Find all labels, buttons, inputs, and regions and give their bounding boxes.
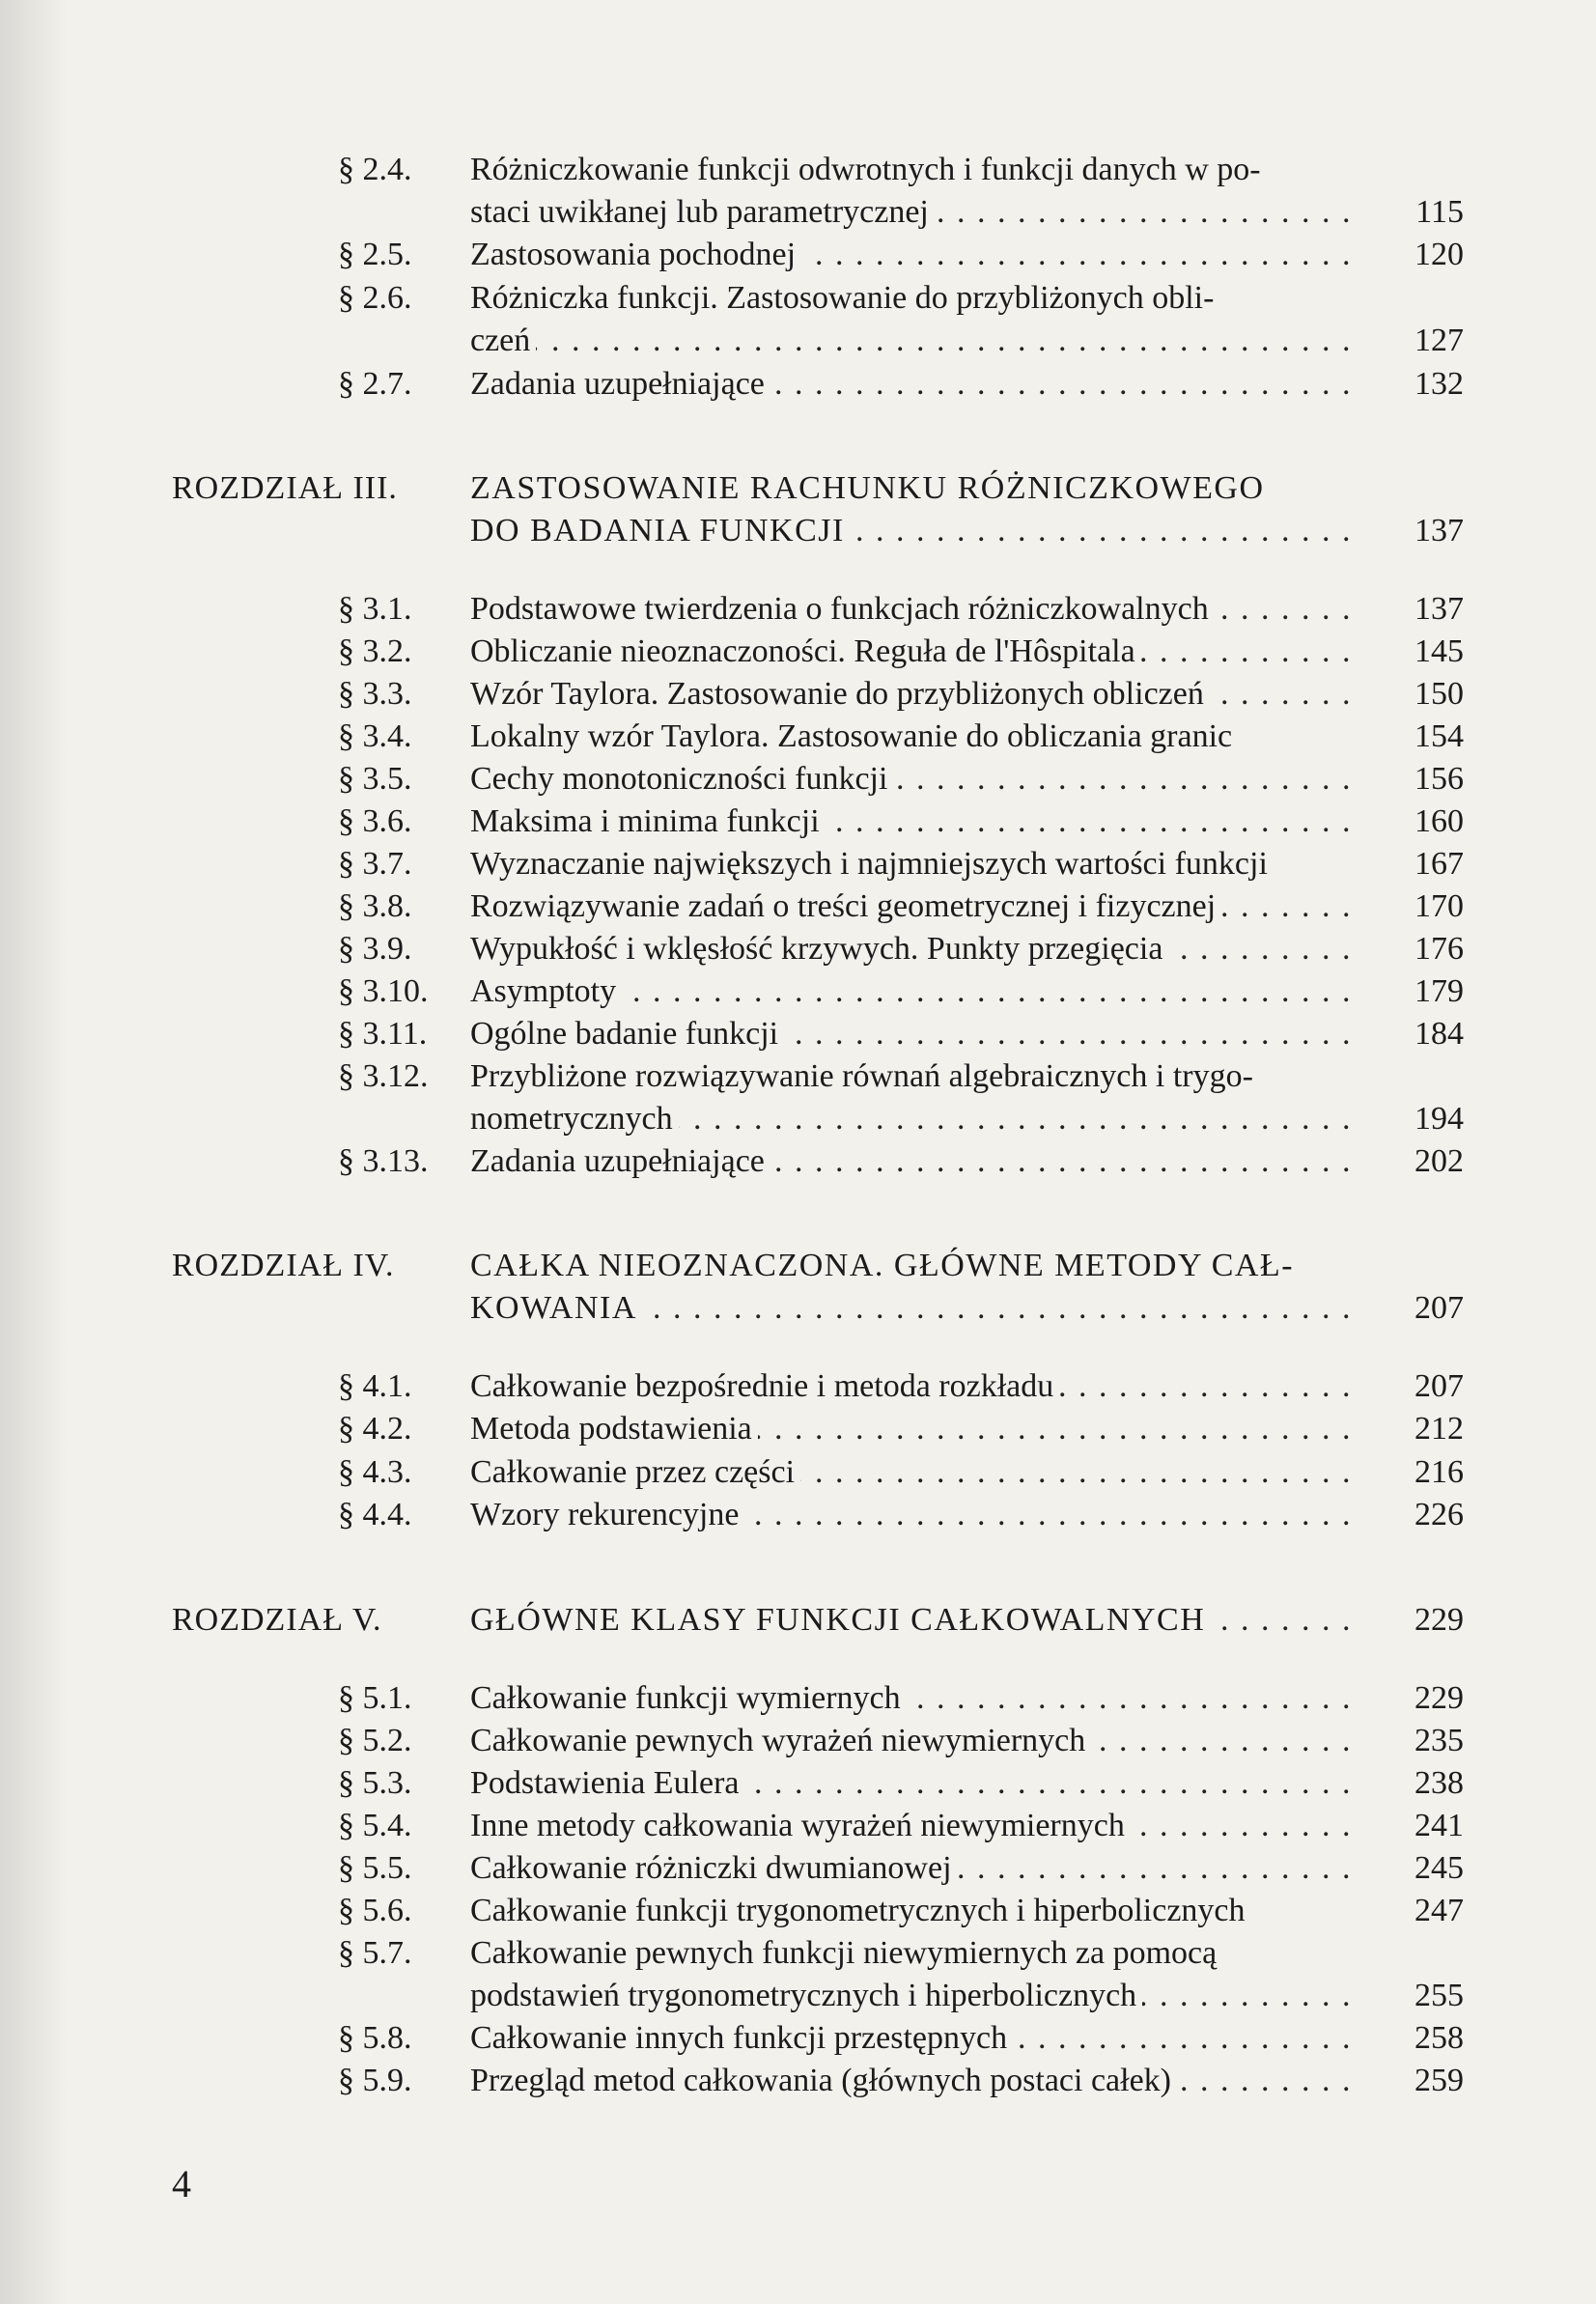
page-number: 156 <box>1414 761 1464 797</box>
section-number: § 3.1. <box>338 591 412 627</box>
section-number: § 5.2. <box>338 1723 412 1758</box>
section-number: § 2.7. <box>338 366 412 402</box>
section-number: § 3.9. <box>338 931 412 967</box>
page-number: 145 <box>1414 633 1464 669</box>
scan-edge-shadow <box>0 0 68 2304</box>
entry-title-line2: nometrycznych <box>470 1101 679 1137</box>
section-number: § 5.6. <box>338 1893 412 1928</box>
page-number: 229 <box>1414 1602 1464 1638</box>
section-number: § 5.7. <box>338 1935 412 1971</box>
section-number: § 3.7. <box>338 846 412 882</box>
chapter-label: ROZDZIAŁ IV. <box>172 1248 395 1283</box>
entry-title: Wzory rekurencyjne <box>470 1497 744 1532</box>
entry-title: Całkowanie różniczki dwumianowej <box>470 1850 958 1886</box>
entry-title: Lokalny wzór Taylora. Zastosowanie do obliczania granic <box>470 718 1233 754</box>
page-number: 258 <box>1414 2020 1464 2056</box>
page-folio-number: 4 <box>172 2162 191 2206</box>
entry-title: Przegląd metod całkowania (głównych postaci całek) <box>470 2063 1177 2098</box>
entry-title: Obliczanie nieoznaczoności. Reguła de l'Hôspitala <box>470 633 1141 669</box>
section-number: § 4.2. <box>338 1411 412 1447</box>
entry-title-line1: Różniczka funkcji. Zastosowanie do przybliżonych obli- <box>470 280 1215 316</box>
section-number: § 3.3. <box>338 676 412 712</box>
section-number: § 2.5. <box>338 237 412 272</box>
entry-title: Zadania uzupełniające <box>470 366 770 402</box>
page-number: 207 <box>1414 1368 1464 1404</box>
entry-title-line2: staci uwikłanej lub parametrycznej <box>470 194 935 230</box>
entry-title: Podstawienia Eulera <box>470 1765 745 1801</box>
entry-title: Podstawowe twierdzenia o funkcjach różniczkowalnych <box>470 591 1215 627</box>
chapter-title: GŁÓWNE KLASY FUNKCJI CAŁKOWALNYCH <box>470 1602 1211 1638</box>
page-number: 238 <box>1414 1765 1464 1801</box>
entry-title-line1: Przybliżone rozwiązywanie równań algebraicznych i trygo- <box>470 1058 1253 1094</box>
entry-title-line1: Różniczkowanie funkcji odwrotnych i funkcji danych w po- <box>470 152 1261 187</box>
entry-title-line1: Całkowanie pewnych funkcji niewymiernych za pomocą <box>470 1935 1218 1971</box>
entry-title: Ogólne badanie funkcji <box>470 1016 784 1052</box>
page-number: 226 <box>1414 1497 1464 1532</box>
chapter-title-line2: KOWANIA <box>470 1290 643 1326</box>
page-number: 132 <box>1414 366 1464 402</box>
entry-title: Całkowanie przez części <box>470 1454 800 1490</box>
section-number: § 4.1. <box>338 1368 412 1404</box>
chapter-title-line2: DO BADANIA FUNKCJI <box>470 513 851 548</box>
entry-title: Wypukłość i wklęsłość krzywych. Punkty przegięcia <box>470 931 1168 967</box>
page-number: 216 <box>1414 1454 1464 1490</box>
chapter-title-line1: CAŁKA NIEOZNACZONA. GŁÓWNE METODY CAŁ- <box>470 1248 1295 1283</box>
page-number: 167 <box>1414 846 1464 882</box>
section-number: § 5.9. <box>338 2063 412 2098</box>
section-number: § 3.4. <box>338 718 412 754</box>
entry-title-line2: czeń <box>470 323 536 358</box>
section-number: § 5.1. <box>338 1680 412 1716</box>
section-number: § 4.4. <box>338 1497 412 1532</box>
page-number: 207 <box>1414 1290 1464 1326</box>
chapter-label: ROZDZIAŁ V. <box>172 1602 382 1638</box>
page-number: 212 <box>1414 1411 1464 1447</box>
entry-title-line2: podstawień trygonometrycznych i hiperbolicznych <box>470 1978 1142 2013</box>
chapter-title-line1: ZASTOSOWANIE RACHUNKU RÓŻNICZKOWEGO <box>470 470 1265 506</box>
entry-title: Metoda podstawienia <box>470 1411 758 1447</box>
entry-title: Zastosowania pochodnej <box>470 237 801 272</box>
page-number: 245 <box>1414 1850 1464 1886</box>
page-number: 194 <box>1414 1101 1464 1137</box>
chapter-label: ROZDZIAŁ III. <box>172 470 398 506</box>
section-number: § 3.10. <box>338 973 429 1009</box>
entry-title: Rozwiązywanie zadań o treści geometrycznej i fizycznej <box>470 888 1221 924</box>
section-number: § 3.12. <box>338 1058 429 1094</box>
page-number: 255 <box>1414 1978 1464 2013</box>
page-number: 235 <box>1414 1723 1464 1758</box>
page-number: 150 <box>1414 676 1464 712</box>
entry-title: Zadania uzupełniające <box>470 1143 770 1179</box>
page-number: 115 <box>1415 194 1464 230</box>
entry-title: Całkowanie funkcji trygonometrycznych i hiperbolicznych <box>470 1893 1246 1928</box>
entry-title: Wyznaczanie największych i najmniejszych wartości funkcji <box>470 846 1268 882</box>
entry-title: Całkowanie funkcji wymiernych <box>470 1680 907 1716</box>
section-number: § 5.5. <box>338 1850 412 1886</box>
page-number: 154 <box>1414 718 1464 754</box>
entry-title: Cechy monotoniczności funkcji <box>470 761 893 797</box>
section-number: § 3.8. <box>338 888 412 924</box>
section-number: § 5.4. <box>338 1808 412 1843</box>
page-number: 176 <box>1414 931 1464 967</box>
section-number: § 5.8. <box>338 2020 412 2056</box>
page-number: 247 <box>1414 1893 1464 1928</box>
entry-title: Maksima i minima funkcji <box>470 803 826 839</box>
section-number: § 3.2. <box>338 633 412 669</box>
section-number: § 3.11. <box>338 1016 428 1052</box>
page-number: 170 <box>1414 888 1464 924</box>
page-number: 127 <box>1414 323 1464 358</box>
section-number: § 2.6. <box>338 280 412 316</box>
page-number: 137 <box>1414 513 1464 548</box>
page-number: 184 <box>1414 1016 1464 1052</box>
entry-title: Inne metody całkowania wyrażeń niewymiernych <box>470 1808 1131 1843</box>
entry-title: Wzór Taylora. Zastosowanie do przybliżonych obliczeń <box>470 676 1210 712</box>
section-number: § 3.6. <box>338 803 412 839</box>
entry-title: Całkowanie pewnych wyrażeń niewymiernych <box>470 1723 1091 1758</box>
page-number: 259 <box>1414 2063 1464 2098</box>
section-number: § 4.3. <box>338 1454 412 1490</box>
page-number: 202 <box>1414 1143 1464 1179</box>
section-number: § 3.13. <box>338 1143 429 1179</box>
entry-title: Całkowanie innych funkcji przestępnych <box>470 2020 1013 2056</box>
entry-title: Asymptoty <box>470 973 622 1009</box>
page-number: 160 <box>1414 803 1464 839</box>
section-number: § 2.4. <box>338 152 412 187</box>
page-number: 137 <box>1414 591 1464 627</box>
page-number: 241 <box>1414 1808 1464 1843</box>
page-number: 229 <box>1414 1680 1464 1716</box>
page-number: 179 <box>1414 973 1464 1009</box>
page-number: 120 <box>1414 237 1464 272</box>
section-number: § 3.5. <box>338 761 412 797</box>
section-number: § 5.3. <box>338 1765 412 1801</box>
entry-title: Całkowanie bezpośrednie i metoda rozkładu <box>470 1368 1059 1404</box>
